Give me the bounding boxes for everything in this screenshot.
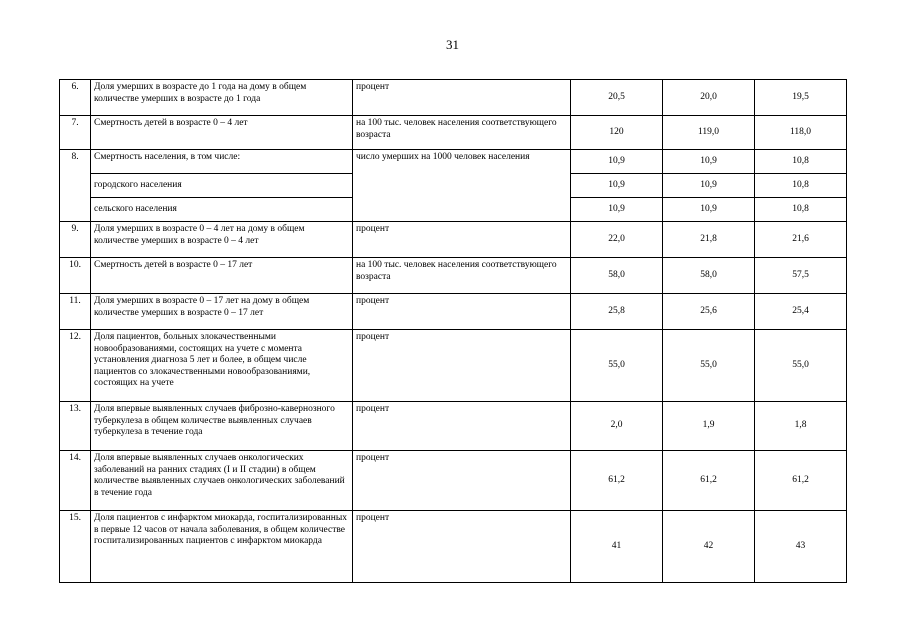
value-3: 10,8: [755, 198, 847, 222]
row-number: 9.: [60, 222, 91, 258]
value-3: 61,2: [755, 451, 847, 511]
unit: на 100 тыс. человек населения соответствующего возраста: [353, 258, 571, 294]
value-1: 22,0: [571, 222, 663, 258]
unit: процент: [353, 222, 571, 258]
value-1: 58,0: [571, 258, 663, 294]
value-1: 10,9: [571, 198, 663, 222]
value-2: 10,9: [663, 198, 755, 222]
indicator-name: Доля пациентов с инфарктом миокарда, госпитализированных в первые 12 часов от начала заболевания, в общем количестве госпитализированных пациентов с инфарктом миокарда: [91, 511, 353, 583]
value-3: 118,0: [755, 116, 847, 150]
value-3: 10,8: [755, 150, 847, 174]
row-number: 7.: [60, 116, 91, 150]
indicator-name: Доля впервые выявленных случаев фиброзно-кавернозного туберкулеза в общем количестве выявленных случаев туберкулеза в течение года: [91, 402, 353, 451]
row-number: 14.: [60, 451, 91, 511]
table-row: [60, 402, 847, 451]
value-2: 61,2: [663, 451, 755, 511]
value-2: 25,6: [663, 294, 755, 330]
indicator-name: Доля умерших в возрасте до 1 года на дому в общем количестве умерших в возрасте до 1 года: [91, 80, 353, 116]
unit: процент: [353, 80, 571, 116]
value-1: 41: [571, 511, 663, 583]
value-2: 55,0: [663, 330, 755, 402]
table-row: [60, 330, 847, 402]
indicator-subname: сельского населения: [91, 198, 353, 222]
indicator-name: Доля умерших в возрасте 0 – 17 лет на дому в общем количестве умерших в возрасте 0 – 17 лет: [91, 294, 353, 330]
value-1: 20,5: [571, 80, 663, 116]
value-1: 2,0: [571, 402, 663, 451]
indicator-subname: городского населения: [91, 174, 353, 198]
value-1: 10,9: [571, 150, 663, 174]
indicators-table: [59, 79, 847, 583]
indicator-name: Смертность детей в возрасте 0 – 17 лет: [91, 258, 353, 294]
row-number: 10.: [60, 258, 91, 294]
unit: процент: [353, 511, 571, 583]
value-2: 10,9: [663, 174, 755, 198]
indicator-name: Смертность детей в возрасте 0 – 4 лет: [91, 116, 353, 150]
row-number: 13.: [60, 402, 91, 451]
value-1: 120: [571, 116, 663, 150]
unit: процент: [353, 451, 571, 511]
value-3: 21,6: [755, 222, 847, 258]
row-number: 15.: [60, 511, 91, 583]
value-3: 55,0: [755, 330, 847, 402]
row-number: 11.: [60, 294, 91, 330]
indicator-name: Доля впервые выявленных случаев онкологических заболеваний на ранних стадиях (I и II стадии) в общем количестве выявленных случаев онкологических заболеваний в течение года: [91, 451, 353, 511]
row-number: 8.: [60, 150, 91, 222]
value-2: 21,8: [663, 222, 755, 258]
indicator-name: Доля пациентов, больных злокачественными новообразованиями, состоящих на учете с момента установления диагноза 5 лет и более, в общем числе пациентов со злокачественными новообразованиями, состоящих на учете: [91, 330, 353, 402]
value-3: 25,4: [755, 294, 847, 330]
value-2: 1,9: [663, 402, 755, 451]
table-row: [60, 294, 847, 330]
value-3: 10,8: [755, 174, 847, 198]
table-row: [60, 116, 847, 150]
value-2: 42: [663, 511, 755, 583]
unit: процент: [353, 402, 571, 451]
value-1: 10,9: [571, 174, 663, 198]
value-1: 55,0: [571, 330, 663, 402]
unit: на 100 тыс. человек населения соответствующего возраста: [353, 116, 571, 150]
value-3: 19,5: [755, 80, 847, 116]
page-number: 31: [446, 37, 459, 52]
table-row: [60, 451, 847, 511]
table-row: [60, 222, 847, 258]
indicator-name: Доля умерших в возрасте 0 – 4 лет на дому в общем количестве умерших в возрасте 0 – 4 лет: [91, 222, 353, 258]
value-2: 10,9: [663, 150, 755, 174]
unit: процент: [353, 330, 571, 402]
indicator-name: Смертность населения, в том числе:: [91, 150, 353, 174]
table-row: [60, 80, 847, 116]
value-2: 20,0: [663, 80, 755, 116]
unit: процент: [353, 294, 571, 330]
value-2: 58,0: [663, 258, 755, 294]
row-number: 6.: [60, 80, 91, 116]
table-row: [60, 258, 847, 294]
value-3: 1,8: [755, 402, 847, 451]
table-row: [60, 150, 847, 174]
table-row: [60, 511, 847, 583]
value-2: 119,0: [663, 116, 755, 150]
unit: число умерших на 1000 человек населения: [353, 150, 571, 222]
value-1: 25,8: [571, 294, 663, 330]
value-3: 43: [755, 511, 847, 583]
value-3: 57,5: [755, 258, 847, 294]
value-1: 61,2: [571, 451, 663, 511]
row-number: 12.: [60, 330, 91, 402]
